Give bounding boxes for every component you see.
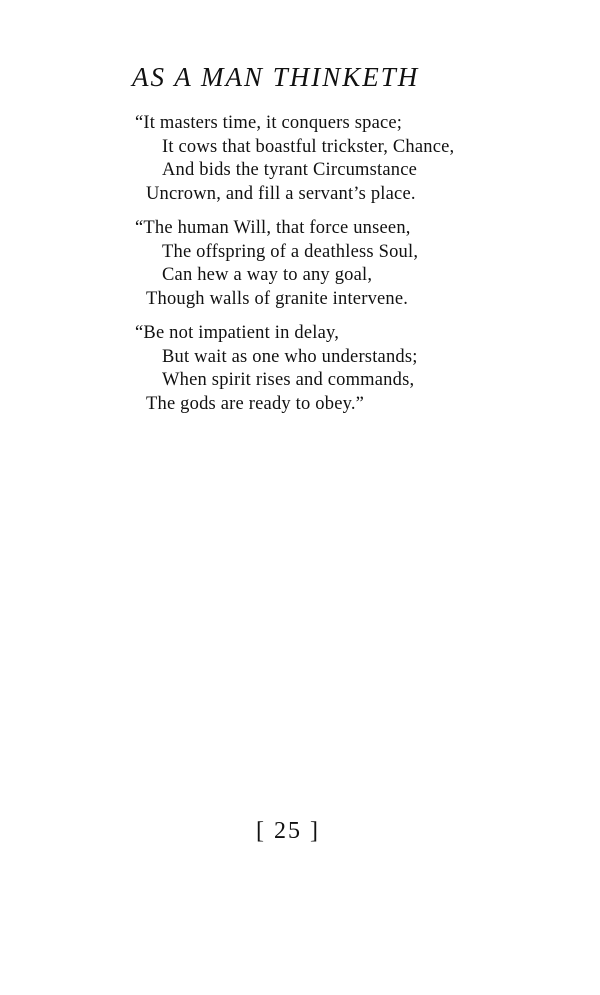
poem-line: And bids the tyrant Circumstance — [162, 160, 418, 180]
poem-line: The offspring of a deathless Soul, — [162, 242, 419, 262]
poem-line: “It masters time, it conquers space; — [135, 113, 403, 133]
poem-line: Though walls of granite intervene. — [146, 289, 409, 309]
poem-line: It cows that boastful trickster, Chance, — [162, 137, 455, 157]
running-head: AS A MAN THINKETH — [132, 62, 420, 92]
poem-line: When spirit rises and commands, — [162, 370, 415, 390]
poem-line: Uncrown, and fill a servant’s place. — [146, 184, 416, 204]
poem-line: Can hew a way to any goal, — [162, 265, 373, 285]
poem-line: The gods are ready to obey.” — [146, 394, 365, 414]
poem-line: “The human Will, that force unseen, — [135, 218, 411, 238]
poem-line: “Be not impatient in delay, — [135, 323, 340, 343]
poem-line: But wait as one who understands; — [162, 347, 418, 367]
page-number: [ 25 ] — [256, 818, 320, 844]
